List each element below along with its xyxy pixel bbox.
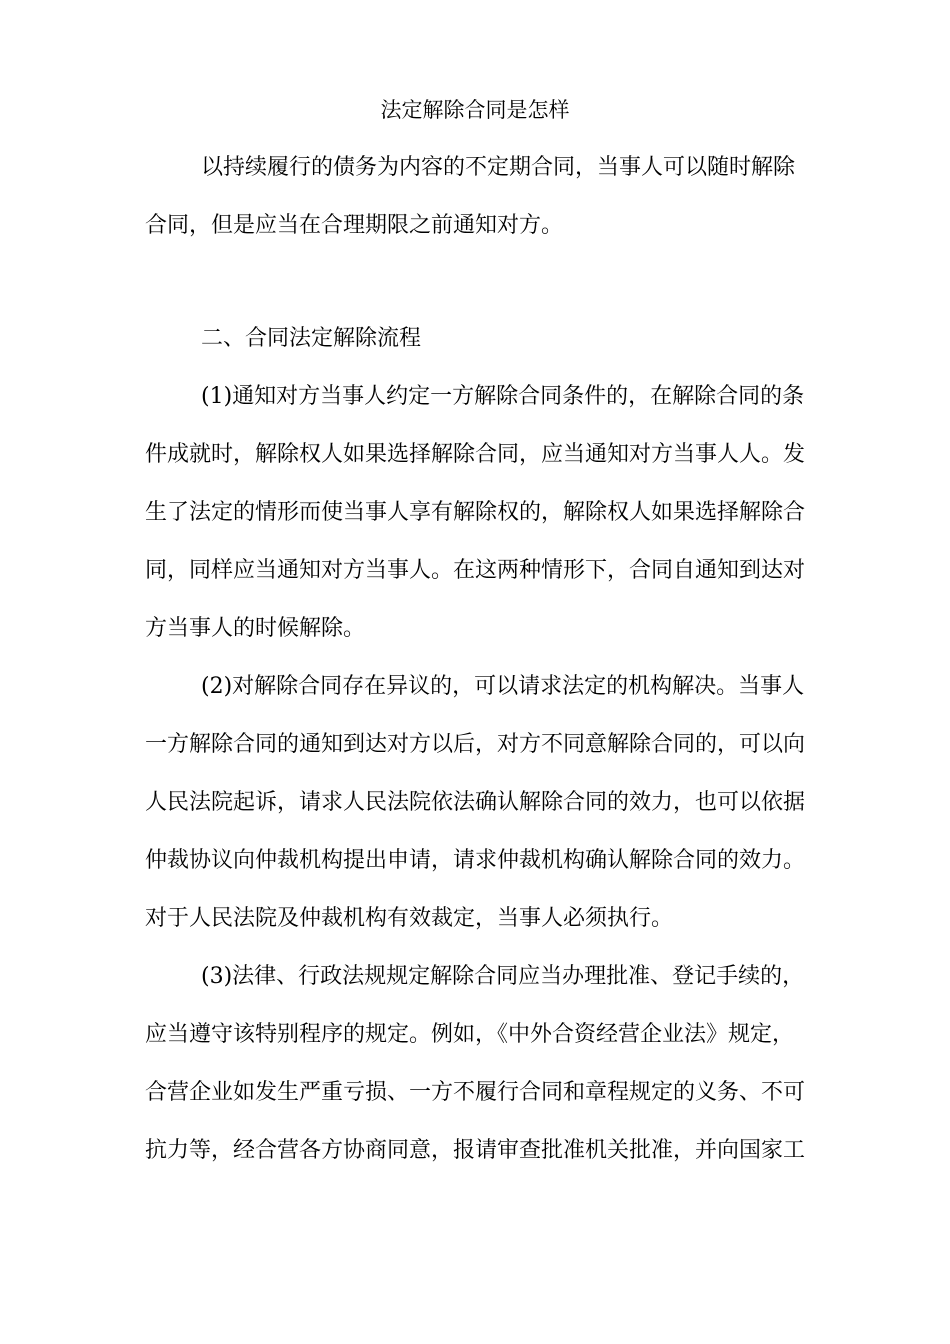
paragraph-line: 生了法定的情形而使当事人享有解除权的，解除权人如果选择解除合 xyxy=(145,500,806,525)
document-title: 法定解除合同是怎样 xyxy=(380,98,570,122)
paragraph-line: 抗力等，经合营各方协商同意，报请审查批准机关批准，并向国家工 xyxy=(145,1138,806,1163)
paragraph-line: 方当事人的时候解除。 xyxy=(145,616,366,641)
section-heading: 二、合同法定解除流程 xyxy=(201,326,422,351)
paragraph-line: 应当遵守该特别程序的规定。例如，《中外合资经营企业法》规定， xyxy=(145,1022,795,1047)
paragraph-line: 同，同样应当通知对方当事人。在这两种情形下，合同自通知到达对 xyxy=(145,558,806,583)
paragraph-line: 人民法院起诉，请求人民法院依法确认解除合同的效力，也可以依据 xyxy=(145,790,806,815)
paragraph-line: (1)通知对方当事人约定一方解除合同条件的，在解除合同的条 xyxy=(201,384,805,409)
paragraph-line: (2)对解除合同存在异议的，可以请求法定的机构解决。当事人 xyxy=(201,674,805,699)
paragraph-line: 件成就时，解除权人如果选择解除合同，应当通知对方当事人人。发 xyxy=(145,442,806,467)
paragraph-line: (3)法律、行政法规规定解除合同应当办理批准、登记手续的， xyxy=(201,964,805,989)
paragraph-line: 对于人民法院及仲裁机构有效裁定，当事人必须执行。 xyxy=(145,906,674,931)
paragraph-line: 合同，但是应当在合理期限之前通知对方。 xyxy=(145,213,564,238)
paragraph-line: 合营企业如发生严重亏损、一方不履行合同和章程规定的义务、不可 xyxy=(145,1080,806,1105)
paragraph-line: 仲裁协议向仲裁机构提出申请，请求仲裁机构确认解除合同的效力。 xyxy=(145,848,806,873)
paragraph-line: 一方解除合同的通知到达对方以后，对方不同意解除合同的，可以向 xyxy=(145,732,806,757)
paragraph-line: 以持续履行的债务为内容的不定期合同，当事人可以随时解除 xyxy=(201,155,796,180)
